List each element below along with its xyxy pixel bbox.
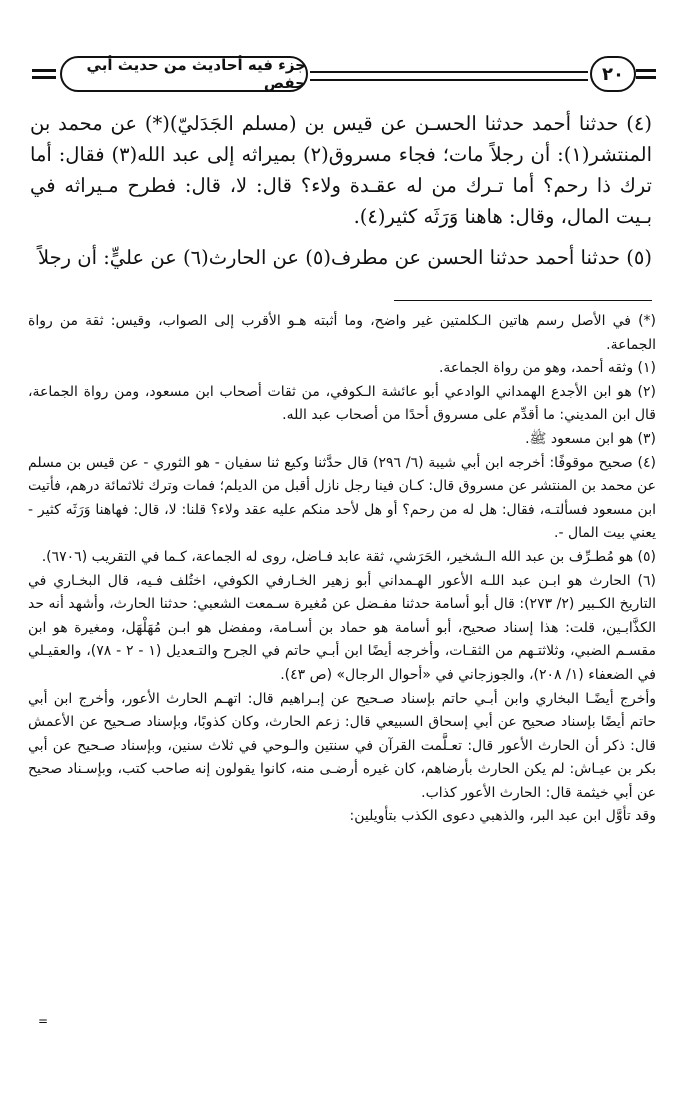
header-rule-middle [310, 71, 588, 81]
footnote-6-continued: وأخرج أيضًـا البخاري وابن أبـي حاتم بإسناد صـحيح عن إبـراهيم قال: اتهـم الحارث الأعور، وأخرج ابن أبي حاتم أيضًا بإسناد صحيح عن أبي إسحاق السبيعي قال: زعم الحارث، وكان كذوبًا، وبإسناد صـحيح عن الأعمش قال: ذكر أن الحارث الأعور قال: تعـلَّمت القرآن في سنتين والـوحي في ثلاث سنين، وبإسناد صـحيح عن أبي بكر بن عيـاش: لم يكن الحارث بأرضاهم، كان غيره أرضـى منه، كانوا يقولون إنه صاحب كتب، وبإسـناد صحيح عن أبي خيثمة قال: الحارث الأعور كذاب. [28, 690, 656, 801]
hadith-5: (٥) حدثنا أحمد حدثنا الحسن عن مطرف(٥) عن الحارث(٦) عن عليٍّ: أن رجلاً [37, 246, 652, 269]
hadith-4: (٤) حدثنا أحمد حدثنا الحسـن عن قيس بن (مسلم الجَدَليّ)(*) عن محمد بن المنتشر(١): أن رجلاً مات؛ فجاء مسروق(٢) بميراثه إلى عبد الله(٣) فقال: أما ترك ذا رحم؟ أما تـرك من له عقـدة ولاء؟ قال: لا، قال: فطرح مـيراثه في بـيت المال، وقال: هاهنا وَرَثَه كثير(٤). [30, 112, 652, 228]
footnote-separator [394, 300, 652, 301]
main-text [30, 108, 652, 283]
footnote-5: (٥) هو مُطـرِّف بن عبد الله الـشخير، الحَرَشي، ثقة عابد فـاضل، روى له الجماعة، كـما في التقريب (٦٧٠٦). [41, 548, 656, 565]
footnote-6-final-line: وقد تأوَّل ابن عبد البر، والذهبي دعوى الكذب بتأويلين: [349, 808, 656, 825]
footnotes [28, 310, 656, 829]
footnote-3: (٣) هو ابن مسعود ﷺ. [525, 430, 656, 447]
header-rule-left [32, 69, 56, 72]
footnote-1: (١) وثقه أحمد، وهو من رواة الجماعة. [438, 360, 656, 377]
margin-mark: = [38, 1014, 49, 1028]
footnote-star: (*) في الأصل رسم هاتين الـكلمتين غير واضح، وما أثبته هـو الأقرب إلى الصواب، وقيس: ثقة من رواة الجماعة. [28, 313, 656, 353]
header-rule-right [636, 69, 656, 72]
footnote-4: (٤) صحيح موقوفًا: أخرجه ابن أبي شيبة (٦/ ٢٩٦) قال حدَّثنا وكيع ثنا سفيان - هو الثوري - عن قيس بن مسلم عن محمد بن المنتشر عن مسروق قال: كـان فينا رجل نازل أقبل من الديلم؛ فمات وترك ثلاثمائة درهم، فأتيت ابن مسعود فسألتـه، فقال: هل له من رحم؟ أو هل لأحد منكم عليه عقد ولاء؟ قلنا: لا، قال: فهاهنا وَرَثَه كثير - يعني بيت المال -. [28, 454, 656, 542]
header-rule-right-2 [636, 76, 656, 79]
page-number: ٢٠ [590, 56, 636, 92]
footnote-2: (٢) هو ابن الأجدع الهمداني الوادعي أبو عائشة الـكوفي، من ثقات أصحاب ابن مسعود، ومن رواة الجماعة، قال ابن المديني: ما أقدِّم على مسروق أحدًا من أصحاب عبد الله. [28, 383, 656, 424]
header-rule-left-2 [32, 76, 56, 79]
footnote-6: (٦) الحارث هو ابـن عبد اللـه الأعور الهـمداني أبو زهير الخـارفي الكوفي، اختُلف فـيه، قال البخـاري في التاريخ الكـبير (٢/ ٢٧٣): قال أبو أسامة حدثنا مفـضل عن مُغيرة سـمعت الشعبي: حدثنا الحارث، وأشهد أنه حد الكذَّابـين، قلت: هذا إسناد صحيح، أبو أسامة هو حماد بن أسـامة، ومفضل هو ابـن مُهَلْهَل، ومغيرة هو ابن مقسـم الضبي، وثلاثتـهم من الثقـات، وأخرجه أيضًا ابن أبـي حاتم في الجرح والتـعديل (١ - ٢ - ٧٨)، والعقيـلي في الضعفاء (١/ ٢٠٨)، والجوزجاني في «أحوال الرجال» (ص ٤٣). [28, 572, 657, 683]
book-title: جزء فيه أحاديث من حديث أبي حفص [60, 56, 308, 92]
page-header [24, 54, 660, 98]
